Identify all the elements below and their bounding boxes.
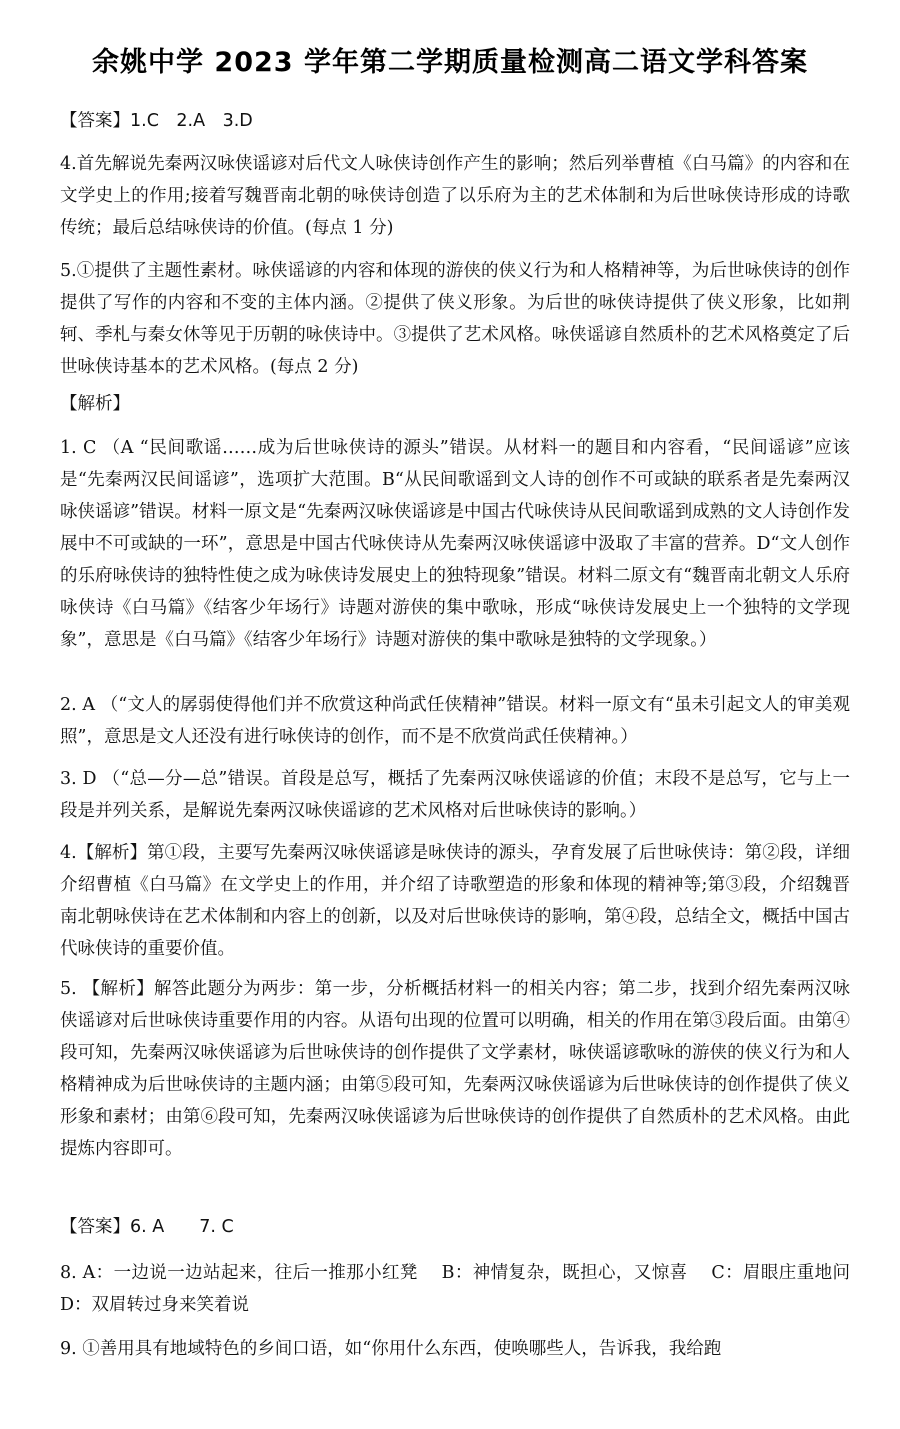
- analysis-heading: 【解析】: [60, 394, 130, 414]
- analysis-5: 5. 【解析】解答此题分为两步：第一步，分析概括材料一的相关内容；第二步，找到介绍先秦两汉咏侠谣谚对后世咏侠诗重要作用的内容。从语句出现的位置可以明确，相关的作用在第③段后面。由第④段可知，先秦两汉咏侠谣谚为后世咏侠诗的创作提供了文学素材，咏侠谣谚歌咏的游侠的侠义行为和人格精神成为后世咏侠诗的主题内涵；由第⑤段可知，先秦两汉咏侠谣谚为后世咏侠诗的创作提供了侠义形象和素材；由第⑥段可知，先秦两汉咏侠谣谚为后世咏侠诗的创作提供了自然质朴的艺术风格。由此提炼内容即可。: [60, 979, 850, 1159]
- document-title: 余姚中学 2023 学年第二学期质量检测高二语文学科答案: [92, 47, 808, 78]
- analysis-2: 2. A （“文人的孱弱使得他们并不欣赏这种尚武任侠精神”错误。材料一原文有“虽未引起文人的审美观照”，意思是文人还没有进行咏侠诗的创作，而不是不欣赏尚武任侠精神。）: [60, 695, 850, 747]
- answer-4: 4.首先解说先秦两汉咏侠谣谚对后代文人咏侠诗创作产生的影响；然后列举曹植《白马篇》的内容和在文学史上的作用;接着写魏晋南北朝的咏侠诗创造了以乐府为主的艺术体制和为后世咏侠诗形成的诗歌传统；最后总结咏侠诗的价值。(每点 1 分): [60, 154, 850, 238]
- answer-9: 9. ①善用具有地域特色的乡间口语，如“你用什么东西，使唤哪些人，告诉我，我给跑: [60, 1339, 722, 1359]
- answers-6-7: 【答案】6. A 7. C: [60, 1217, 234, 1237]
- answer-5: 5.①提供了主题性素材。咏侠谣谚的内容和体现的游侠的侠义行为和人格精神等，为后世咏侠诗的创作提供了写作的内容和不变的主体内涵。②提供了侠义形象。为后世的咏侠诗提供了侠义形象，比如荆轲、季札与秦女休等见于历朝的咏侠诗中。③提供了艺术风格。咏侠谣谚自然质朴的艺术风格奠定了后世咏侠诗基本的艺术风格。(每点 2 分): [60, 261, 850, 377]
- analysis-1: 1. C （A “民间歌谣……成为后世咏侠诗的源头”错误。从材料一的题目和内容看，“民间谣谚”应该是“先秦两汉民间谣谚”，选项扩大范围。B“从民间歌谣到文人诗的创作不可或缺的联系者是先秦两汉咏侠谣谚”错误。材料一原文是“先秦两汉咏侠谣谚是中国古代咏侠诗从民间歌谣到成熟的文人诗创作发展中不可或缺的一环”，意思是中国古代咏侠诗从先秦两汉咏侠谣谚中汲取了丰富的营养。D“文人创作的乐府咏侠诗的独特性使之成为咏侠诗发展史上的独特现象”错误。材料二原文有“魏晋南北朝文人乐府咏侠诗《白马篇》《结客少年场行》诗题对游侠的集中歌咏，形成“咏侠诗发展史上一个独特的文学现象”，意思是《白马篇》《结客少年场行》诗题对游侠的集中歌咏是独特的文学现象。）: [60, 438, 850, 650]
- analysis-4: 4.【解析】第①段，主要写先秦两汉咏侠谣谚是咏侠诗的源头，孕育发展了后世咏侠诗：第②段，详细介绍曹植《白马篇》在文学史上的作用，并介绍了诗歌塑造的形象和体现的精神等;第③段，介绍魏晋南北朝咏侠诗在艺术体制和内容上的创新，以及对后世咏侠诗的影响，第④段，总结全文，概括中国古代咏侠诗的重要价值。: [60, 843, 850, 959]
- answers-1-3: 【答案】1.C 2.A 3.D: [60, 111, 253, 131]
- analysis-3: 3. D （“总—分—总”错误。首段是总写，概括了先秦两汉咏侠谣谚的价值；末段不是总写，它与上一段是并列关系，是解说先秦两汉咏侠谣谚的艺术风格对后世咏侠诗的影响。）: [60, 769, 850, 821]
- answer-8: 8. A：一边说一边站起来，往后一推那小红凳 B：神情复杂，既担心，又惊喜 C：眉眼庄重地问 D：双眉转过身来笑着说: [60, 1263, 850, 1315]
